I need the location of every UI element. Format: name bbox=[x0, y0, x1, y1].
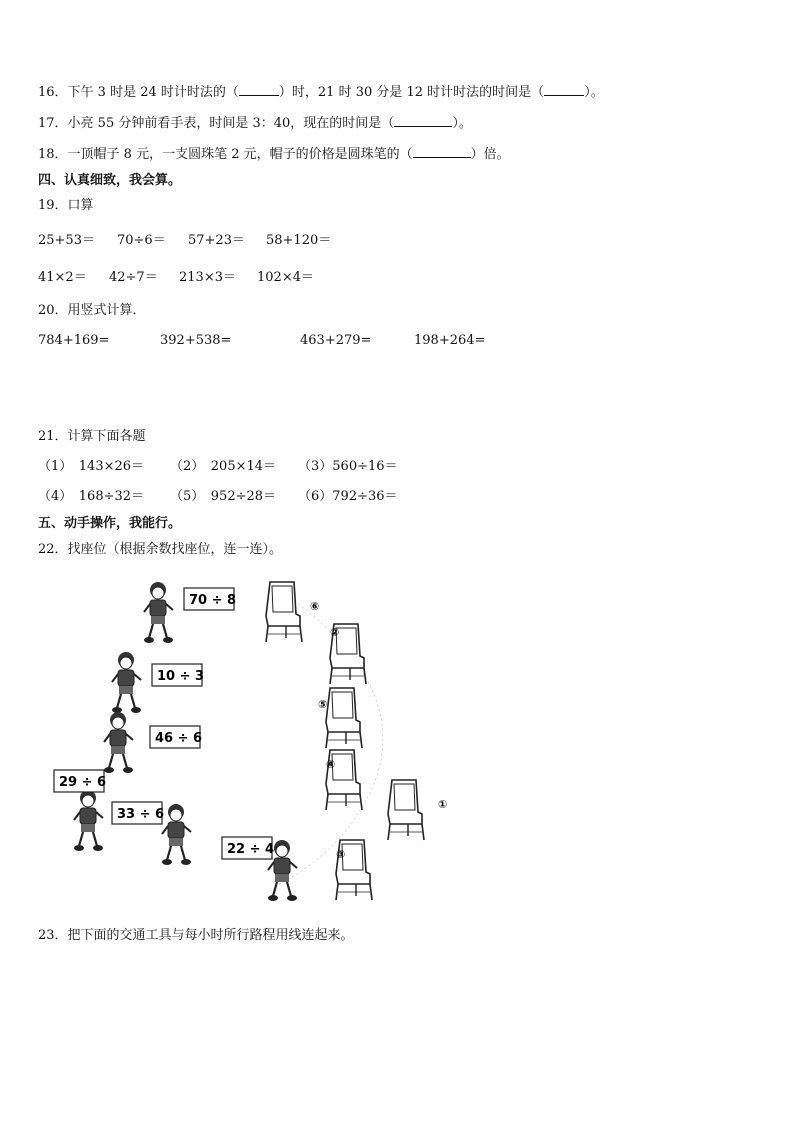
child-figure-4 bbox=[74, 790, 103, 851]
question-17 bbox=[38, 114, 472, 133]
q21-r2-c2: （5） 952÷28＝ bbox=[170, 489, 277, 504]
chair-5[interactable] bbox=[326, 688, 362, 748]
expression-box-6[interactable] bbox=[222, 837, 274, 859]
seat-label-3: ③ bbox=[336, 848, 346, 861]
section-5-heading: 五、动手操作，我能行。 bbox=[38, 516, 182, 531]
child-figure-3 bbox=[104, 712, 133, 773]
q19-r1-c1: 25+53＝ bbox=[38, 233, 95, 248]
q21-r1-c2: （2） 205×14＝ bbox=[170, 459, 277, 474]
chair-6[interactable] bbox=[266, 582, 302, 642]
q18-number: 18． bbox=[38, 147, 68, 162]
question-18 bbox=[38, 145, 510, 164]
expression-1: 70 ÷ 8 bbox=[189, 593, 237, 608]
expression-3: 46 ÷ 6 bbox=[155, 731, 203, 746]
chair-1[interactable] bbox=[388, 780, 424, 840]
seat-matching-figure bbox=[44, 572, 474, 902]
q19-r2-c2: 42÷7＝ bbox=[109, 270, 158, 285]
q19-r1-c2: 70÷6＝ bbox=[117, 233, 166, 248]
q21-title: 21．计算下面各题 bbox=[38, 429, 146, 444]
q16-number: 16． bbox=[38, 85, 68, 100]
seat-label-2: ② bbox=[330, 626, 340, 639]
q17-number: 17． bbox=[38, 116, 68, 131]
expression-box-3[interactable] bbox=[150, 726, 202, 748]
seat-label-4: ④ bbox=[326, 758, 336, 771]
q19-r1-c3: 57+23＝ bbox=[188, 233, 245, 248]
expression-box-5[interactable] bbox=[112, 802, 164, 824]
q18-blank[interactable] bbox=[413, 145, 471, 158]
expression-box-4[interactable] bbox=[54, 770, 106, 792]
q20-title: 20．用竖式计算． bbox=[38, 303, 146, 318]
expression-4: 29 ÷ 6 bbox=[59, 775, 107, 790]
section-4-heading: 四、认真细致，我会算。 bbox=[38, 173, 182, 188]
q20-item-2: 392+538= bbox=[160, 333, 232, 348]
q16-text-a: 下午 3 时是 24 时计时法的（ bbox=[67, 85, 239, 100]
q21-r1-c3: （3）560÷16＝ bbox=[298, 459, 398, 474]
seat-label-1: ① bbox=[438, 798, 448, 811]
q16-blank-2[interactable] bbox=[544, 83, 584, 96]
child-figure-1 bbox=[144, 582, 173, 643]
question-16 bbox=[38, 83, 604, 102]
q18-text-b: ）倍。 bbox=[470, 147, 510, 162]
q21-r2-c1: （4） 168÷32＝ bbox=[38, 489, 145, 504]
q17-text-b: ）。 bbox=[452, 116, 472, 131]
child-figure-5 bbox=[162, 804, 191, 865]
q17-blank[interactable] bbox=[394, 114, 452, 127]
q19-r1-c4: 58+120＝ bbox=[266, 233, 332, 248]
seat-label-5: ⑤ bbox=[318, 698, 328, 711]
q17-text-a: 小亮 55 分钟前看手表，时间是 3：40，现在的时间是（ bbox=[67, 116, 395, 131]
expression-box-2[interactable] bbox=[152, 664, 204, 686]
q19-title: 19．口算 bbox=[38, 198, 94, 213]
child-figure-2 bbox=[112, 652, 141, 713]
expression-6: 22 ÷ 4 bbox=[227, 842, 275, 857]
q16-text-b: ）时，21 时 30 分是 12 时计时法的时间是（ bbox=[278, 85, 545, 100]
q19-r2-c4: 102×4＝ bbox=[257, 270, 314, 285]
q21-r2-c3: （6）792÷36＝ bbox=[298, 489, 398, 504]
q16-text-c: ）。 bbox=[584, 85, 604, 100]
q19-r2-c1: 41×2＝ bbox=[38, 270, 87, 285]
q21-r1-c1: （1） 143×26＝ bbox=[38, 459, 145, 474]
q20-item-1: 784+169= bbox=[38, 333, 110, 348]
q23-title: 23．把下面的交通工具与每小时所行路程用线连起来。 bbox=[38, 928, 354, 943]
q18-text-a: 一顶帽子 8 元，一支圆珠笔 2 元，帽子的价格是圆珠笔的（ bbox=[67, 147, 413, 162]
expression-5: 33 ÷ 6 bbox=[117, 807, 165, 822]
q19-r2-c3: 213×3＝ bbox=[179, 270, 236, 285]
expression-box-1[interactable] bbox=[184, 588, 236, 610]
expression-2: 10 ÷ 3 bbox=[157, 669, 205, 684]
seat-label-6: ⑥ bbox=[310, 600, 320, 613]
q20-item-3: 463+279= bbox=[300, 333, 372, 348]
q16-blank-1[interactable] bbox=[239, 83, 279, 96]
q20-item-4: 198+264= bbox=[414, 333, 486, 348]
q22-title: 22．找座位（根据余数找座位，连一连）。 bbox=[38, 542, 283, 557]
